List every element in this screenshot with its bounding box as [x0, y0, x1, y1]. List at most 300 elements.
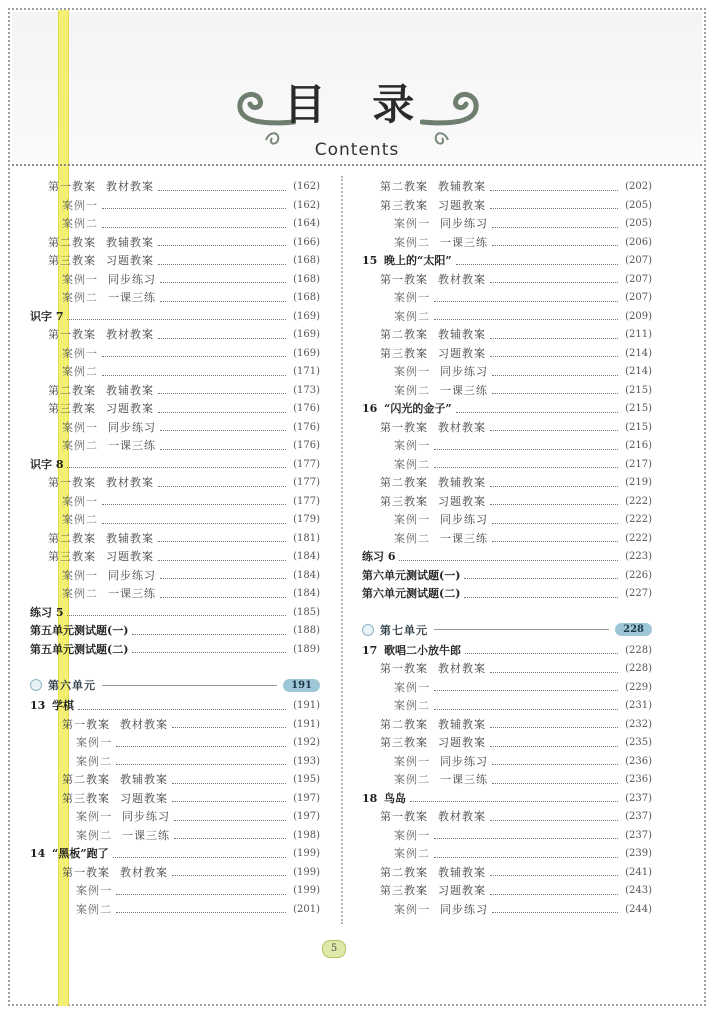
toc-entry-row[interactable]: [362, 864, 652, 883]
unit-bullet-icon: [362, 624, 374, 636]
page-ref: (176): [293, 440, 320, 451]
entry-label: 第一教案: [48, 328, 96, 341]
toc-lesson-row[interactable]: [362, 400, 652, 419]
leader-dots: [434, 449, 618, 450]
unit-title: 第六单元: [48, 679, 96, 692]
entry-subtitle: 教材教案: [438, 272, 486, 286]
toc-entry-row[interactable]: [362, 326, 652, 345]
toc-entry-row[interactable]: [30, 178, 320, 197]
page-ref: (193): [293, 755, 320, 767]
page-ref: (244): [625, 903, 652, 915]
toc-entry-row[interactable]: [362, 234, 652, 253]
page-ref: (191): [293, 718, 320, 730]
toc-entry-row[interactable]: [30, 827, 320, 846]
lesson-number: 17: [362, 643, 378, 657]
entry-subtitle: 教材教案: [438, 420, 486, 434]
page-ref: (243): [625, 885, 652, 896]
section-gap: [30, 659, 320, 673]
leader-dots: [172, 801, 286, 802]
page-ref: (217): [625, 458, 652, 470]
toc-entry-row[interactable]: [30, 234, 320, 253]
lesson-title: 练习 6: [362, 550, 396, 563]
leader-dots: [158, 190, 286, 191]
toc-lesson-row[interactable]: [30, 604, 320, 623]
toc-lesson-row[interactable]: [30, 845, 320, 864]
page-ref: (207): [625, 273, 652, 285]
page-ref: (214): [625, 366, 652, 377]
leader-dots: [102, 356, 286, 357]
leader-dots: [160, 597, 286, 598]
toc-entry-row[interactable]: [30, 882, 320, 901]
toc-entry-row[interactable]: [362, 437, 652, 456]
page-ref: (184): [293, 588, 320, 599]
page-ref: (192): [293, 737, 320, 748]
toc-entry-row[interactable]: [362, 771, 652, 790]
toc-entry-row[interactable]: [30, 567, 320, 586]
leader-dots: [490, 208, 618, 209]
leader-dots: [102, 523, 286, 524]
leader-dots: [456, 412, 618, 413]
entry-subtitle: 一课三练: [108, 587, 156, 600]
entry-subtitle: 习题教案: [438, 736, 486, 749]
leader-dots: [490, 875, 618, 876]
toc-entry-row[interactable]: [362, 271, 652, 290]
lesson-title: “闪光的金子”: [384, 402, 452, 415]
leader-dots: [160, 282, 286, 283]
entry-subtitle: 教辅教案: [438, 476, 486, 489]
toc-right-column: [362, 178, 652, 919]
entry-label: 第三教案: [380, 494, 428, 508]
toc-entry-row[interactable]: [30, 215, 320, 234]
toc-entry-row[interactable]: [362, 530, 652, 549]
entry-subtitle: 习题教案: [106, 254, 154, 267]
entry-label: 案例二: [62, 439, 98, 452]
lesson-title: 第六单元测试题(二): [362, 587, 461, 600]
page-ref: (199): [293, 885, 320, 896]
entry-label: 第二教案: [48, 235, 96, 249]
leader-dots: [492, 912, 618, 913]
page-ref: (222): [625, 495, 652, 507]
entry-label: 案例一: [76, 810, 112, 823]
lesson-number: 15: [362, 254, 378, 267]
page-ref: (211): [625, 329, 652, 340]
page-ref: (177): [293, 458, 320, 470]
page-ref: (222): [625, 514, 652, 525]
toc-lesson-row[interactable]: [362, 252, 652, 271]
entry-label: 案例二: [394, 235, 430, 249]
page-ref: (189): [293, 643, 320, 655]
page-ref: (241): [625, 866, 652, 878]
page-ref: (162): [293, 199, 320, 211]
entry-subtitle: 同步练习: [440, 902, 488, 916]
toc-entry-row[interactable]: [362, 845, 652, 864]
entry-label: 第一教案: [62, 865, 110, 879]
toc-entry-row[interactable]: [30, 530, 320, 549]
toc-entry-row[interactable]: [362, 697, 652, 716]
lesson-title: “黑板”跑了: [52, 847, 109, 860]
entry-label: 案例二: [62, 217, 98, 230]
toc-entry-row[interactable]: [30, 437, 320, 456]
toc-entry-row[interactable]: [362, 679, 652, 698]
lesson-number: 18: [362, 791, 378, 805]
toc-entry-row[interactable]: [362, 345, 652, 364]
entry-label: 第一教案: [380, 420, 428, 434]
page-ref: (214): [625, 347, 652, 359]
leader-dots: [67, 467, 286, 468]
leader-dots: [116, 894, 286, 895]
leader-dots: [160, 430, 286, 431]
toc-entry-row[interactable]: [30, 548, 320, 567]
toc-lesson-row[interactable]: [362, 790, 652, 809]
entry-subtitle: 同步练习: [108, 420, 156, 434]
leader-dots: [172, 783, 286, 784]
leader-dots: [116, 746, 286, 747]
entry-subtitle: 习题教案: [120, 791, 168, 805]
toc-entry-row[interactable]: [30, 771, 320, 790]
entry-label: 案例一: [394, 754, 430, 768]
toc-entry-row[interactable]: [30, 808, 320, 827]
toc-entry-row[interactable]: [30, 493, 320, 512]
toc-entry-row[interactable]: [362, 901, 652, 920]
leader-dots: [490, 894, 618, 895]
leader-dots: [490, 727, 618, 728]
toc-entry-row[interactable]: [362, 382, 652, 401]
leader-dots: [490, 672, 618, 673]
unit-page-badge: 228: [615, 623, 652, 636]
toc-left-column: [30, 178, 320, 919]
toc-entry-row[interactable]: [362, 363, 652, 382]
page-ref: (169): [293, 310, 320, 322]
entry-subtitle: 教材教案: [120, 865, 168, 879]
page-ref: (176): [293, 421, 320, 433]
toc-entry-row[interactable]: [362, 734, 652, 753]
leader-dots: [434, 857, 618, 858]
leader-dots: [464, 597, 618, 598]
toc-entry-row[interactable]: [362, 808, 652, 827]
lesson-title: 识字 8: [30, 457, 64, 471]
page-subtitle: Contents: [314, 140, 400, 160]
page-ref: (188): [293, 625, 320, 636]
entry-subtitle: 一课三练: [440, 383, 488, 397]
toc-entry-row[interactable]: [30, 474, 320, 493]
toc-entry-row[interactable]: [30, 585, 320, 604]
page-ref: (199): [293, 866, 320, 878]
entry-label: 案例二: [394, 457, 430, 471]
page-ref: (179): [293, 514, 320, 525]
leader-dots: [78, 709, 286, 710]
leader-dots: [434, 301, 618, 302]
leader-dots: [158, 264, 286, 265]
entry-subtitle: 教辅教案: [106, 383, 154, 397]
page-ref: (185): [293, 606, 320, 618]
page-ref: (197): [293, 792, 320, 804]
entry-subtitle: 一课三练: [440, 773, 488, 786]
page-ref: (162): [293, 181, 320, 192]
unit-header[interactable]: [30, 673, 320, 697]
entry-label: 案例一: [394, 513, 430, 526]
entry-subtitle: 教材教案: [106, 180, 154, 193]
entry-label: 案例二: [76, 754, 112, 768]
lesson-number: 13: [30, 699, 46, 712]
entry-subtitle: 教辅教案: [106, 235, 154, 249]
entry-label: 第二教案: [380, 865, 428, 879]
page-title: 目 录: [283, 80, 431, 129]
leader-dots: [116, 764, 286, 765]
entry-label: 案例一: [62, 494, 98, 508]
entry-subtitle: 教材教案: [438, 810, 486, 823]
toc-entry-row[interactable]: [362, 289, 652, 308]
entry-label: 案例一: [62, 420, 98, 434]
page-ref: (191): [293, 700, 320, 711]
leader-dots: [490, 282, 618, 283]
toc-entry-row[interactable]: [30, 419, 320, 438]
toc-entry-row[interactable]: [30, 753, 320, 772]
toc-lesson-row[interactable]: [30, 308, 320, 327]
page-ref: (181): [293, 532, 320, 544]
toc-entry-row[interactable]: [30, 511, 320, 530]
toc-entry-row[interactable]: [362, 493, 652, 512]
toc-entry-row[interactable]: [362, 419, 652, 438]
page-ref: (216): [625, 440, 652, 451]
leader-dots: [67, 615, 286, 616]
leader-dots: [160, 578, 286, 579]
page-ref: (201): [293, 903, 320, 915]
entry-subtitle: 一课三练: [108, 291, 156, 304]
toc-entry-row[interactable]: [30, 345, 320, 364]
leader-dots: [434, 709, 618, 710]
entry-label: 第三教案: [380, 346, 428, 360]
entry-label: 案例二: [394, 531, 430, 545]
toc-entry-row[interactable]: [30, 289, 320, 308]
entry-label: 案例一: [62, 568, 98, 582]
toc-entry-row[interactable]: [30, 197, 320, 216]
leader-dots: [116, 912, 286, 913]
lesson-title: 鸟岛: [384, 791, 406, 805]
entry-subtitle: 教辅教案: [438, 180, 486, 193]
toc-entry-row[interactable]: [30, 716, 320, 735]
page-ref: (205): [625, 199, 652, 211]
toc-lesson-row[interactable]: [30, 622, 320, 641]
leader-dots: [158, 338, 286, 339]
entry-label: 第三教案: [380, 198, 428, 212]
toc-lesson-row[interactable]: [362, 567, 652, 586]
toc-entry-row[interactable]: [362, 753, 652, 772]
entry-label: 第一教案: [48, 180, 96, 193]
page-ref: (184): [293, 569, 320, 581]
page-ref: (199): [293, 848, 320, 859]
lesson-title: 晚上的“太阳”: [384, 254, 452, 267]
entry-label: 第一教案: [380, 810, 428, 823]
entry-subtitle: 一课三练: [108, 439, 156, 452]
page-ref: (215): [625, 403, 652, 414]
page-border-bottom: [8, 1004, 706, 1006]
toc-entry-row[interactable]: [362, 827, 652, 846]
page-ref: (177): [293, 477, 320, 488]
page-ref: (169): [293, 329, 320, 340]
entry-subtitle: 教材教案: [120, 717, 168, 731]
leader-dots: [174, 838, 286, 839]
page-ref: (237): [625, 792, 652, 804]
entry-subtitle: 教材教案: [106, 476, 154, 489]
page-ref: (177): [293, 495, 320, 507]
toc-entry-row[interactable]: [30, 400, 320, 419]
toc-entry-row[interactable]: [362, 197, 652, 216]
unit-bullet-icon: [30, 679, 42, 691]
unit-rule: [434, 629, 609, 630]
page-ref: (169): [293, 347, 320, 359]
entry-subtitle: 教辅教案: [438, 865, 486, 879]
leader-dots: [158, 560, 286, 561]
entry-subtitle: 一课三练: [440, 235, 488, 249]
entry-subtitle: 同步练习: [440, 754, 488, 768]
entry-subtitle: 教辅教案: [106, 531, 154, 545]
page-ref: (235): [625, 737, 652, 748]
unit-header[interactable]: [362, 618, 652, 642]
leader-dots: [410, 801, 618, 802]
page-ref: (176): [293, 403, 320, 414]
entry-label: 第二教案: [48, 531, 96, 545]
toc-lesson-row[interactable]: [30, 641, 320, 660]
page-ref: (168): [293, 255, 320, 266]
entry-label: 第一教案: [380, 662, 428, 675]
toc-entry-row[interactable]: [362, 215, 652, 234]
toc-entry-row[interactable]: [362, 511, 652, 530]
entry-label: 案例一: [76, 736, 112, 749]
entry-subtitle: 同步练习: [440, 365, 488, 378]
toc-entry-row[interactable]: [362, 882, 652, 901]
unit-page-badge: 191: [283, 679, 320, 692]
entry-label: 案例一: [394, 902, 430, 916]
entry-subtitle: 一课三练: [440, 531, 488, 545]
page-ref: (168): [293, 273, 320, 285]
lesson-number: 16: [362, 402, 378, 415]
lesson-title: 练习 5: [30, 605, 64, 619]
entry-label: 案例一: [394, 680, 430, 694]
page-ref: (237): [625, 829, 652, 841]
leader-dots: [492, 375, 618, 376]
leader-dots: [158, 486, 286, 487]
toc-entry-row[interactable]: [362, 308, 652, 327]
leader-dots: [174, 820, 286, 821]
toc-entry-row[interactable]: [362, 660, 652, 679]
leader-dots: [456, 264, 618, 265]
toc-entry-row[interactable]: [30, 790, 320, 809]
toc-lesson-row[interactable]: [362, 585, 652, 604]
page-ref: (168): [293, 292, 320, 303]
leader-dots: [102, 504, 286, 505]
page-ref: (228): [625, 644, 652, 656]
lesson-title: 第六单元测试题(一): [362, 568, 461, 582]
entry-subtitle: 教辅教案: [438, 328, 486, 341]
toc-entry-row[interactable]: [30, 901, 320, 920]
toc-entry-row[interactable]: [30, 864, 320, 883]
leader-dots: [464, 578, 618, 579]
page-ref: (229): [625, 681, 652, 693]
entry-subtitle: 习题教案: [438, 884, 486, 897]
leader-dots: [490, 190, 618, 191]
entry-subtitle: 同步练习: [108, 272, 156, 286]
entry-subtitle: 习题教案: [106, 550, 154, 563]
toc-entry-row[interactable]: [30, 382, 320, 401]
lesson-title: 歌唱二小放牛郎: [384, 643, 461, 657]
entry-subtitle: 同步练习: [122, 810, 170, 823]
toc-lesson-row[interactable]: [30, 456, 320, 475]
entry-subtitle: 习题教案: [438, 198, 486, 212]
entry-label: 第三教案: [48, 550, 96, 563]
entry-subtitle: 习题教案: [438, 494, 486, 508]
lesson-title: 学棋: [52, 699, 74, 712]
leader-dots: [399, 560, 618, 561]
leader-dots: [102, 208, 286, 209]
leader-dots: [434, 838, 618, 839]
unit-title: 第七单元: [380, 623, 428, 637]
entry-label: 第一教案: [380, 272, 428, 286]
entry-label: 第三教案: [48, 402, 96, 415]
leader-dots: [490, 338, 618, 339]
toc-entry-row[interactable]: [362, 178, 652, 197]
entry-subtitle: 教辅教案: [438, 717, 486, 731]
entry-label: 第三教案: [380, 736, 428, 749]
toc-entry-row[interactable]: [30, 363, 320, 382]
page-ref: (222): [625, 532, 652, 544]
toc-lesson-row[interactable]: [362, 642, 652, 661]
page-ref: (219): [625, 477, 652, 488]
entry-label: 第三教案: [48, 254, 96, 267]
toc-entry-row[interactable]: [362, 456, 652, 475]
entry-subtitle: 一课三练: [122, 828, 170, 842]
page-ref: (215): [625, 384, 652, 396]
toc-entry-row[interactable]: [30, 252, 320, 271]
toc-entry-row[interactable]: [362, 716, 652, 735]
entry-label: 案例一: [394, 291, 430, 304]
toc-entry-row[interactable]: [30, 271, 320, 290]
page-ref: (239): [625, 848, 652, 859]
page-border-top: [8, 8, 706, 10]
page-ref: (209): [625, 310, 652, 322]
entry-label: 案例二: [394, 309, 430, 323]
leader-dots: [492, 764, 618, 765]
entry-label: 案例二: [62, 513, 98, 526]
leader-dots: [158, 245, 286, 246]
toc-entry-row[interactable]: [30, 734, 320, 753]
leader-dots: [492, 227, 618, 228]
lesson-title: 第五单元测试题(二): [30, 642, 129, 656]
leader-dots: [434, 467, 618, 468]
entry-label: 案例二: [394, 383, 430, 397]
page-ref: (184): [293, 551, 320, 562]
page-ref: (173): [293, 384, 320, 396]
leader-dots: [160, 449, 286, 450]
leader-dots: [132, 652, 286, 653]
toc-lesson-row[interactable]: [362, 548, 652, 567]
leader-dots: [490, 486, 618, 487]
page-ref: (197): [293, 811, 320, 822]
entry-label: 第二教案: [380, 717, 428, 731]
page-ref: (228): [625, 663, 652, 674]
leader-dots: [158, 412, 286, 413]
entry-label: 案例二: [76, 902, 112, 916]
entry-label: 案例一: [62, 346, 98, 360]
page-ref: (164): [293, 218, 320, 229]
toc-entry-row[interactable]: [362, 474, 652, 493]
page-ref: (215): [625, 421, 652, 433]
lesson-number: 14: [30, 847, 46, 860]
page-ref: (195): [293, 774, 320, 785]
entry-subtitle: 同步练习: [108, 568, 156, 582]
toc-entry-row[interactable]: [30, 326, 320, 345]
toc-lesson-row[interactable]: [30, 697, 320, 716]
leader-dots: [172, 875, 286, 876]
